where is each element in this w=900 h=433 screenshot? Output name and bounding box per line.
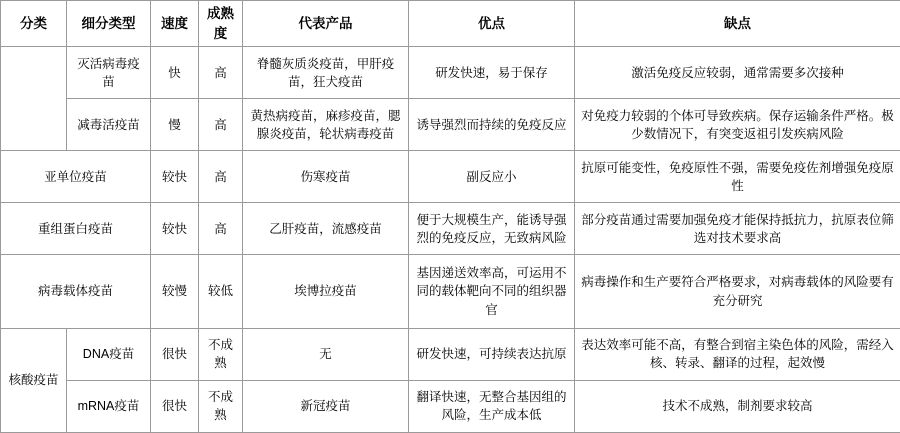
cell-speed: 快	[151, 47, 199, 99]
cell-products: 新冠疫苗	[243, 380, 409, 432]
cell-maturity: 不成熟	[199, 328, 243, 380]
cell-cons: 激活免疫反应较弱，通常需要多次接种	[575, 47, 900, 99]
cell-pros: 翻译快速，无整合基因组的风险，生产成本低	[409, 380, 575, 432]
table-row	[1, 328, 900, 380]
table-row	[1, 203, 900, 255]
cell-speed: 慢	[151, 99, 199, 151]
cell-speed: 较快	[151, 151, 199, 203]
column-header-speed: 速度	[151, 1, 199, 47]
column-header-cons: 缺点	[575, 1, 900, 47]
header-row	[1, 1, 900, 47]
cell-products: 脊髓灰质炎疫苗，甲肝疫苗，狂犬疫苗	[243, 47, 409, 99]
column-header-maturity: 成熟度	[199, 1, 243, 47]
column-header-products: 代表产品	[243, 1, 409, 47]
cell-pros: 诱导强烈而持续的免疫反应	[409, 99, 575, 151]
cell-pros: 基因递送效率高，可运用不同的载体靶向不同的组织器官	[409, 255, 575, 329]
cell-pros: 副反应小	[409, 151, 575, 203]
cell-products: 黄热病疫苗，麻疹疫苗，腮腺炎疫苗，轮状病毒疫苗	[243, 99, 409, 151]
cell-maturity: 高	[199, 99, 243, 151]
cell-maturity: 高	[199, 47, 243, 99]
cell-subtype: mRNA疫苗	[67, 380, 151, 432]
cell-category: 病毒载体疫苗	[1, 255, 151, 329]
cell-subtype: DNA疫苗	[67, 328, 151, 380]
cell-category: 亚单位疫苗	[1, 151, 151, 203]
cell-category: 重组蛋白疫苗	[1, 203, 151, 255]
cell-maturity: 高	[199, 151, 243, 203]
table-row	[1, 151, 900, 203]
column-header-category: 分类	[1, 1, 67, 47]
column-header-subtype: 细分类型	[67, 1, 151, 47]
cell-cons: 病毒操作和生产要符合严格要求，对病毒载体的风险要有充分研究	[575, 255, 900, 329]
table-row	[1, 380, 900, 432]
cell-maturity: 不成熟	[199, 380, 243, 432]
cell-products: 乙肝疫苗，流感疫苗	[243, 203, 409, 255]
cell-speed: 很快	[151, 328, 199, 380]
cell-products: 无	[243, 328, 409, 380]
cell-pros: 研发快速，易于保存	[409, 47, 575, 99]
cell-category	[1, 47, 67, 151]
cell-products: 伤寒疫苗	[243, 151, 409, 203]
table-row	[1, 255, 900, 329]
cell-cons: 技术不成熟，制剂要求较高	[575, 380, 900, 432]
cell-pros: 便于大规模生产，能诱导强烈的免疫反应，无致病风险	[409, 203, 575, 255]
cell-speed: 较慢	[151, 255, 199, 329]
table-header	[1, 1, 900, 47]
cell-speed: 较快	[151, 203, 199, 255]
table-body	[1, 47, 900, 433]
table-row	[1, 99, 900, 151]
cell-pros: 研发快速，可持续表达抗原	[409, 328, 575, 380]
cell-products: 埃博拉疫苗	[243, 255, 409, 329]
cell-cons: 抗原可能变性，免疫原性不强，需要免疫佐剂增强免疫原性	[575, 151, 900, 203]
cell-category: 核酸疫苗	[1, 328, 67, 432]
table-row	[1, 47, 900, 99]
cell-subtype: 灭活病毒疫苗	[67, 47, 151, 99]
cell-cons: 表达效率可能不高，有整合到宿主染色体的风险，需经入核、转录、翻译的过程，起效慢	[575, 328, 900, 380]
column-header-pros: 优点	[409, 1, 575, 47]
cell-cons: 部分疫苗通过需要加强免疫才能保持抵抗力，抗原表位筛选对技术要求高	[575, 203, 900, 255]
cell-maturity: 高	[199, 203, 243, 255]
cell-speed: 很快	[151, 380, 199, 432]
cell-maturity: 较低	[199, 255, 243, 329]
cell-subtype: 减毒活疫苗	[67, 99, 151, 151]
cell-cons: 对免疫力较弱的个体可导致疾病。保存运输条件严格。极少数情况下，有突变返祖引发疾病风险	[575, 99, 900, 151]
